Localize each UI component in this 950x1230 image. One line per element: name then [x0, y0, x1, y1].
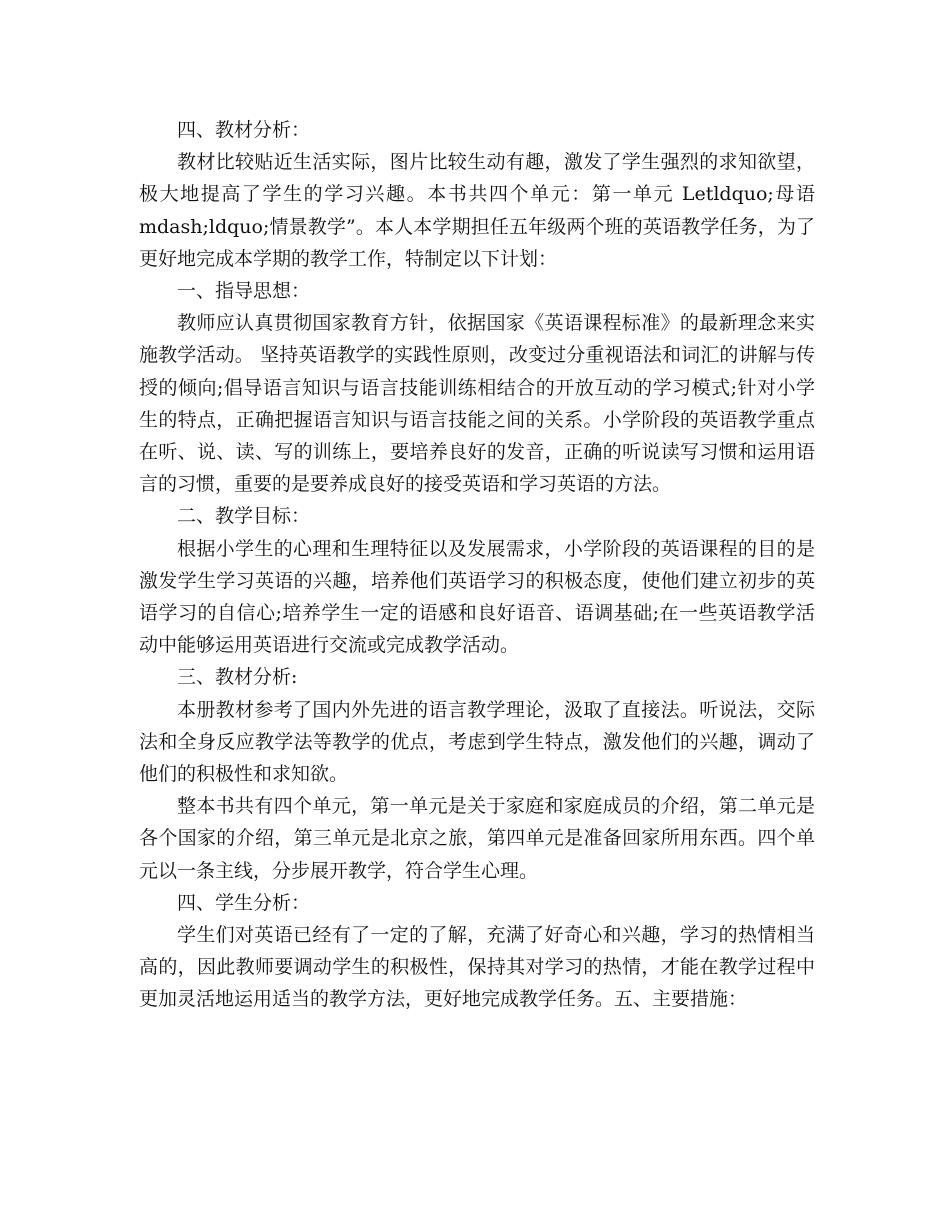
- section-heading-teaching-goals: 二、教学目标：: [177, 505, 311, 528]
- paragraph-textbook-intro: 教材比较贴近生活实际，图片比较生动有趣，激发了学生强烈的求知欲望，极大地提高了学生的学习兴趣。本书共四个单元：第一单元 Letldquo;母语mdash;ldquo;情景教学”。本人本学期担任五年级两个班的英语教学任务，为了更好地完成本学期的教学工作，特制定以下计划：: [139, 151, 815, 270]
- document-body: [139, 114, 815, 1016]
- paragraph-guiding-ideology: 教师应认真贯彻国家教育方针，依据国家《英语课程标准》的最新理念来实施教学活动。 坚持英语教学的实践性原则，改变过分重视语法和词汇的讲解与传授的倾向;倡导语言知识与语言技能训练相结合的开放互动的学习模式;针对小学生的特点，正确把握语言知识与语言技能之间的关系。小学阶段的英语教学重点在听、说、读、写的训练上，要培养良好的发音，正确的听说读写习惯和运用语言的习惯，重要的是要养成良好的接受英语和学习英语的方法。: [139, 312, 815, 496]
- section-heading-student-analysis: 四、学生分析：: [177, 891, 311, 914]
- section-heading-textbook-analysis-3: 三、教材分析:: [177, 666, 298, 689]
- section-heading-textbook-analysis-1: 四、教材分析：: [177, 119, 311, 141]
- paragraph-student-analysis: 学生们对英语已经有了一定的了解，充满了好奇心和兴趣，学习的热情相当高的，因此教师要调动学生的积极性，保持其对学习的热情，才能在教学过程中更加灵活地运用适当的教学方法，更好地完成教学任务。五、主要措施：: [139, 924, 815, 1011]
- paragraph-textbook-analysis: 本册教材参考了国内外先进的语言教学理论，汲取了直接法。听说法，交际法和全身反应教学法等教学的优点，考虑到学生特点，激发他们的兴趣，调动了他们的积极性和求知欲。: [139, 698, 815, 786]
- paragraph-teaching-goals: 根据小学生的心理和生理特征以及发展需求，小学阶段的英语课程的目的是激发学生学习英语的兴趣，培养他们英语学习的积极态度，使他们建立初步的英语学习的自信心;培养学生一定的语感和良好语音、语调基础;在一些英语教学活动中能够运用英语进行交流或完成教学活动。: [139, 537, 815, 657]
- section-heading-guiding-ideology: 一、指导思想：: [177, 280, 311, 303]
- paragraph-units-overview: 整本书共有四个单元，第一单元是关于家庭和家庭成员的介绍，第二单元是各个国家的介绍，第三单元是北京之旅，第四单元是准备回家所用东西。四个单元以一条主线，分步展开教学，符合学生心理。: [139, 795, 815, 882]
